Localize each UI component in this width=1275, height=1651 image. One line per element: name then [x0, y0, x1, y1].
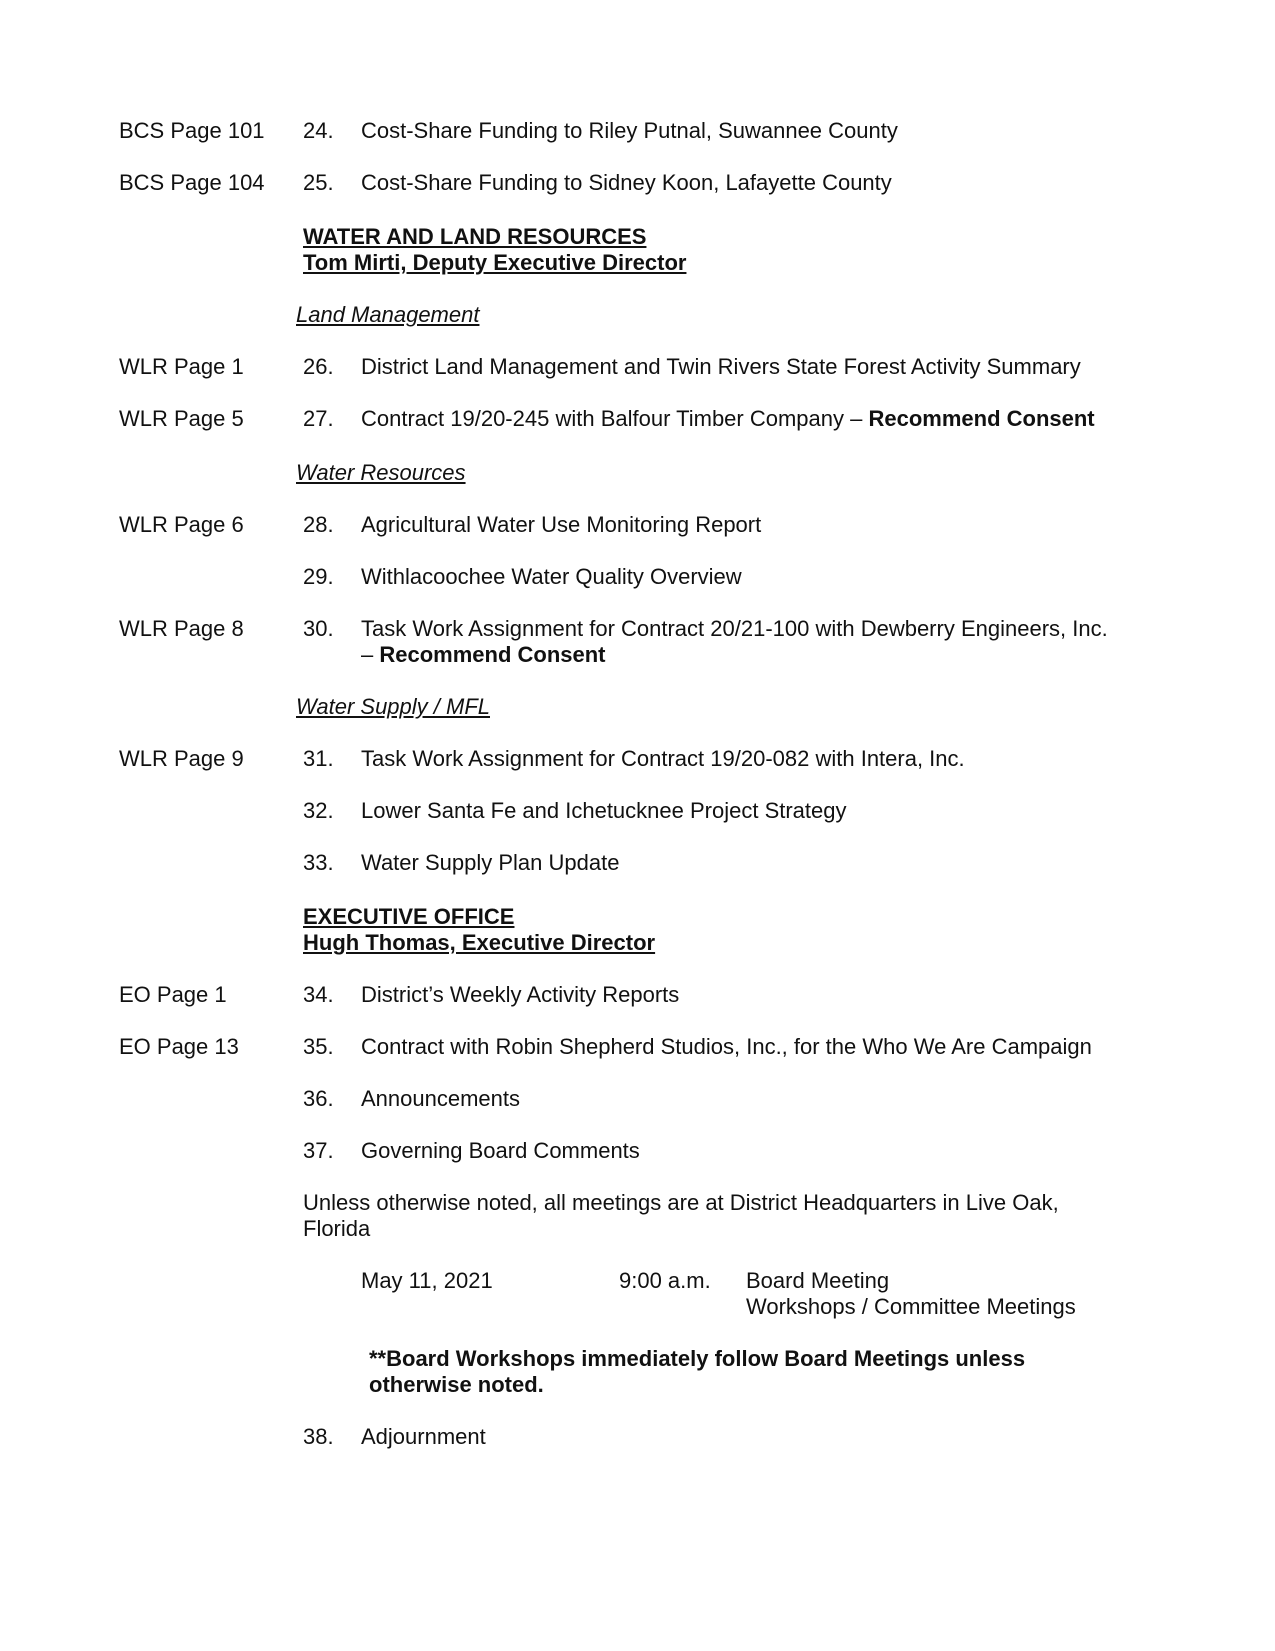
item-27-ref: WLR Page 5	[119, 406, 244, 431]
item-30-ref: WLR Page 8	[119, 616, 244, 641]
item-35-number: 35.	[303, 1034, 334, 1059]
meeting-event-workshops: Workshops / Committee Meetings	[746, 1294, 1076, 1319]
item-36-number: 36.	[303, 1086, 334, 1111]
item-24-ref: BCS Page 101	[119, 118, 265, 143]
item-30-recommend-consent: Recommend Consent	[379, 642, 606, 667]
item-30-text: Task Work Assignment for Contract 20/21-100 with Dewberry Engineers, Inc.	[361, 616, 1108, 641]
section-title-wlr: WATER AND LAND RESOURCES	[303, 224, 647, 249]
meeting-time: 9:00 a.m.	[619, 1268, 711, 1293]
meetings-note: Unless otherwise noted, all meetings are at District Headquarters in Live Oak, Florida	[303, 1190, 1059, 1241]
item-38-number: 38.	[303, 1424, 334, 1449]
item-28-text: Agricultural Water Use Monitoring Report	[361, 512, 762, 537]
item-31-text: Task Work Assignment for Contract 19/20-082 with Intera, Inc.	[361, 746, 965, 771]
item-24-number: 24.	[303, 118, 334, 143]
item-26-ref: WLR Page 1	[119, 354, 244, 379]
item-35-ref: EO Page 13	[119, 1034, 239, 1059]
item-25-text: Cost-Share Funding to Sidney Koon, Lafayette County	[361, 170, 892, 195]
section-director-eo: Hugh Thomas, Executive Director	[303, 930, 656, 955]
item-32-number: 32.	[303, 798, 334, 823]
item-29-number: 29.	[303, 564, 334, 589]
item-30-number: 30.	[303, 616, 334, 641]
section-title-eo: EXECUTIVE OFFICE	[303, 904, 515, 929]
item-30-dash: –	[361, 642, 380, 667]
item-28-ref: WLR Page 6	[119, 512, 244, 537]
item-33-text: Water Supply Plan Update	[361, 850, 620, 875]
subsection-water-supply: Water Supply / MFL	[296, 694, 490, 719]
item-31-number: 31.	[303, 746, 334, 771]
item-27-recommend-consent: Recommend Consent	[868, 406, 1095, 431]
item-28-number: 28.	[303, 512, 334, 537]
item-38-text: Adjournment	[361, 1424, 486, 1449]
item-33-number: 33.	[303, 850, 334, 875]
item-27-text-main: Contract 19/20-245 with Balfour Timber Company –	[361, 406, 869, 431]
item-37-number: 37.	[303, 1138, 334, 1163]
section-director-wlr: Tom Mirti, Deputy Executive Director	[303, 250, 687, 275]
item-31-ref: WLR Page 9	[119, 746, 244, 771]
item-35-text: Contract with Robin Shepherd Studios, Inc., for the Who We Are Campaign	[361, 1034, 1092, 1059]
item-34-ref: EO Page 1	[119, 982, 227, 1007]
subsection-land-management: Land Management	[296, 302, 480, 327]
item-25-ref: BCS Page 104	[119, 170, 265, 195]
item-27-number: 27.	[303, 406, 334, 431]
item-26-text: District Land Management and Twin Rivers State Forest Activity Summary	[361, 354, 1081, 379]
item-24-text: Cost-Share Funding to Riley Putnal, Suwannee County	[361, 118, 898, 143]
item-37-text: Governing Board Comments	[361, 1138, 640, 1163]
meeting-event-board: Board Meeting	[746, 1268, 890, 1293]
item-27-text	[361, 406, 1095, 432]
item-29-text: Withlacoochee Water Quality Overview	[361, 564, 742, 589]
item-26-number: 26.	[303, 354, 334, 379]
item-34-number: 34.	[303, 982, 334, 1007]
item-32-text: Lower Santa Fe and Ichetucknee Project Strategy	[361, 798, 847, 823]
subsection-water-resources: Water Resources	[296, 460, 466, 485]
meeting-date: May 11, 2021	[361, 1268, 493, 1293]
workshop-note-line1: **Board Workshops immediately follow Board Meetings unless	[369, 1346, 1026, 1371]
item-34-text: District’s Weekly Activity Reports	[361, 982, 680, 1007]
workshop-note-line2: otherwise noted.	[369, 1372, 544, 1397]
item-30-text-line2	[361, 642, 606, 668]
item-36-text: Announcements	[361, 1086, 520, 1111]
item-25-number: 25.	[303, 170, 334, 195]
